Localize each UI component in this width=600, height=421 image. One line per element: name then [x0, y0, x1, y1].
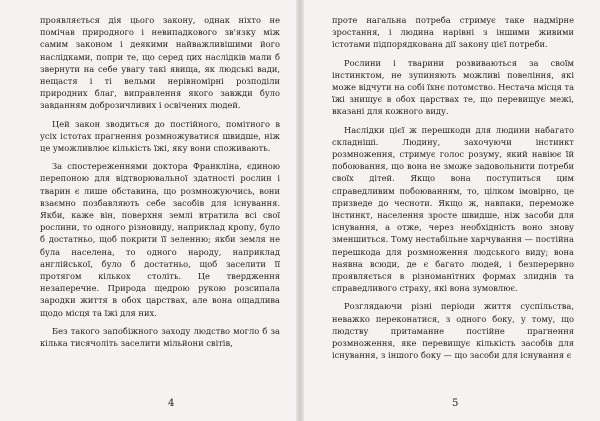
right-paragraph-3: Наслідки цієї ж перешкоди для людини набагато складніші. Людину, захочуючи інстинкт розмноження, стримує голос розуму, який навіює їй побоювання, що вона не зможе задовольнити потреби своїх дітей. Якщо вона поступиться цим справедливим побоюванням, то, цілком імовірно, це призведе до чесноти. Якщо ж, навпаки, переможе інстинкт, населення зросте швидше, ніж засоби для існування, а отже, через необхідність воно знову зменшиться. Тому нестабільне харчування — постійна перешкода для розмноження людського виду; вона наявна всюди, де є багато людей, і безперервно проявляється в різноманітних формах злиднів та справедливого страху, які вона зумовлює. — [332, 124, 574, 294]
left-paragraph-3: За спостереженнями доктора Франкліна, єдиною перепоною для відтворювальної здатності рослин і тварин є лише обставина, що розмножуючись, вони взаємно позбавляють себе засобів для існування. Якби, каже він, поверхня землі втратила всі свої рослини, то одного різновиду, наприклад кропу, було б достатньо, щоб покрити її зеленню; якби земля не була населена, то одного народу, наприклад англійської, було б достатньо, щоб заселити її протягом кількох століть. Це твердження незаперечне. Природа щедрою рукою розсипала зародки життя в обох царствах, але вона ощадлива щодо місця та їжі для них. — [40, 161, 280, 318]
left-paragraph-2: Цей закон зводиться до постійного, помітного в усіх істотах прагнення розмножуватися швидше, ніж це уможливлює кількість їжі, яку вони споживають. — [40, 118, 280, 154]
left-page — [40, 14, 280, 409]
right-paragraph-2: Рослини і тварини розвиваються за своїм інстинктом, не зупиняють можливі повеління, які може відчути на собі їхнє потомство. Нестача місця та їжі знищує в обох царствах те, що перевищує межі, вказані для кожного виду. — [332, 57, 575, 117]
right-page — [332, 14, 574, 409]
right-paragraph-1: проте нагальна потреба стримує таке надмірне зростання, і людина нарівні з іншими живими істотами підпорядкована дії закону цієї потреби. — [332, 15, 574, 50]
left-paragraph-4: Без такого запобіжного заходу людство могло б за кілька тисячоліть заселити мільйони світів, — [40, 325, 280, 349]
right-page-number: 5 — [452, 398, 459, 409]
left-paragraph-1: проявляється дія цього закону, однак ніхто не помічав природного і невипадкового зв'язку між самим законом і деякими найважливішими його наслідками, попри те, що серед цих наслідків мали б звернути на себе увагу такі явища, як людські вади, нещастя і ті вельми нерівномірні розподіли природних благ, виправлення якого завжди було завданням доброзичливих і освічених людей. — [40, 15, 280, 111]
left-page-number: 4 — [168, 398, 175, 409]
right-paragraph-4: Розглядаючи різні періоди життя суспільства, неважко переконатися, з одного боку, у тому, що людству притаманне постійне прагнення розмноження, яке перевищує кількість засобів для існування, з іншого боку — що засоби для існування є — [332, 301, 574, 361]
book-gutter — [296, 0, 304, 421]
